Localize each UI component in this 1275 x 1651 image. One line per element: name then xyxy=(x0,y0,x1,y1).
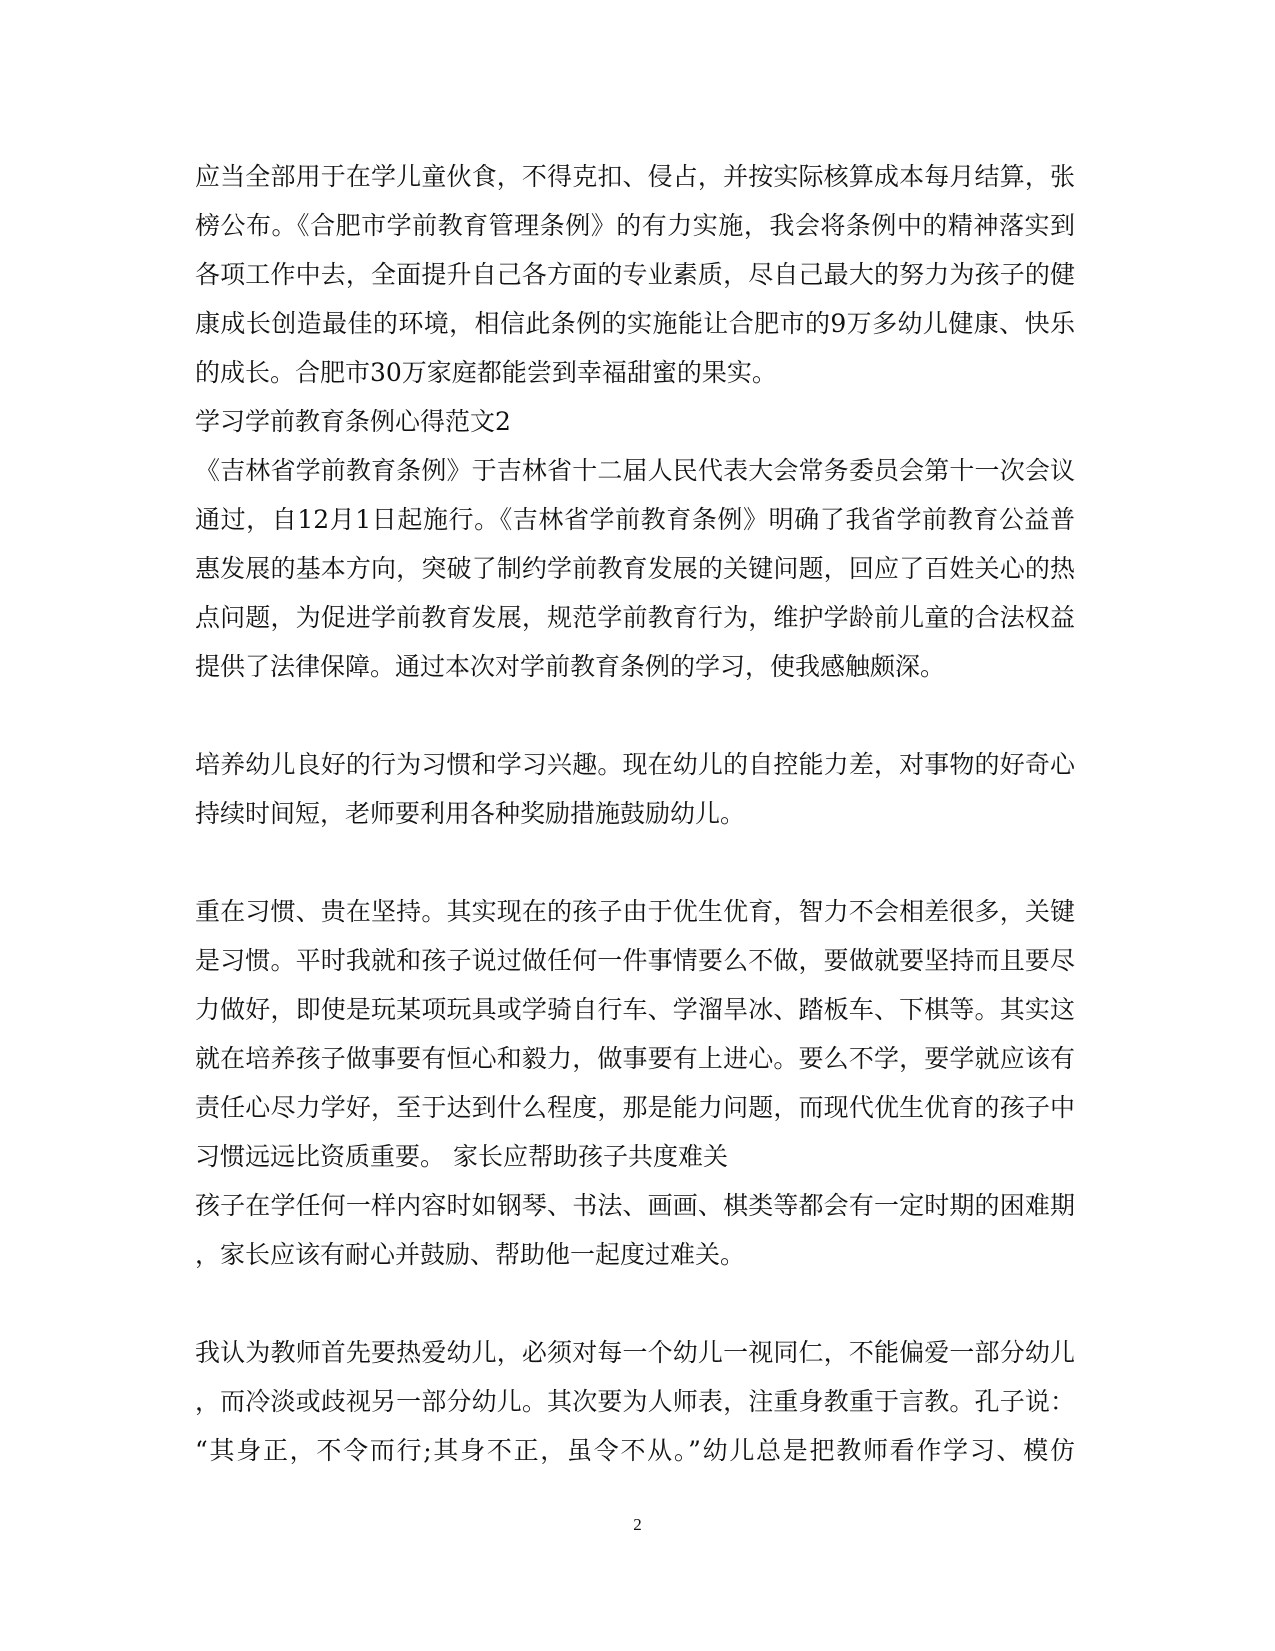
body-text xyxy=(195,152,1075,1475)
text-line: 就在培养孩子做事要有恒心和毅力，做事要有上进心。要么不学，要学就应该有 xyxy=(195,1044,1075,1073)
text-line: 孩子在学任何一样内容时如钢琴、书法、画画、棋类等都会有一定时期的困难期 xyxy=(195,1191,1075,1220)
text-line: 责任心尽力学好，至于达到什么程度，那是能力问题，而现代优生优育的孩子中 xyxy=(195,1093,1075,1122)
page-number: 2 xyxy=(633,1515,642,1534)
text-line: 通过，自12月1日起施行。《吉林省学前教育条例》明确了我省学前教育公益普 xyxy=(195,505,1075,534)
text-line: ，家长应该有耐心并鼓励、帮助他一起度过难关。 xyxy=(195,1240,746,1269)
text-line: “其身正，不令而行;其身不正，虽令不从。”幼儿总是把教师看作学习、模仿 xyxy=(195,1436,1075,1465)
text-line: 榜公布。《合肥市学前教育管理条例》的有力实施，我会将条例中的精神落实到 xyxy=(195,211,1075,240)
text-line: 培养幼儿良好的行为习惯和学习兴趣。现在幼儿的自控能力差，对事物的好奇心 xyxy=(195,750,1075,779)
text-line: 康成长创造最佳的环境，相信此条例的实施能让合肥市的9万多幼儿健康、快乐 xyxy=(195,309,1075,338)
text-line: 点问题，为促进学前教育发展，规范学前教育行为，维护学龄前儿童的合法权益 xyxy=(195,603,1075,632)
text-line: 惠发展的基本方向，突破了制约学前教育发展的关键问题，回应了百姓关心的热 xyxy=(195,554,1075,583)
paragraph-gap xyxy=(195,691,1075,740)
paragraph-gap xyxy=(195,838,1075,887)
text-line: 各项工作中去，全面提升自己各方面的专业素质，尽自己最大的努力为孩子的健 xyxy=(195,260,1075,289)
paragraph-gap xyxy=(195,1279,1075,1328)
text-line: 是习惯。平时我就和孩子说过做任何一件事情要么不做，要做就要坚持而且要尽 xyxy=(195,946,1075,975)
text-line: 重在习惯、贵在坚持。其实现在的孩子由于优生优育，智力不会相差很多，关键 xyxy=(195,897,1075,926)
text-line: 力做好，即使是玩某项玩具或学骑自行车、学溜旱冰、踏板车、下棋等。其实这 xyxy=(195,995,1075,1024)
text-line: 持续时间短，老师要利用各种奖励措施鼓励幼儿。 xyxy=(195,799,746,828)
section-heading: 学习学前教育条例心得范文2 xyxy=(195,407,511,436)
text-line: 习惯远远比资质重要。 家长应帮助孩子共度难关 xyxy=(195,1142,728,1171)
text-line: 提供了法律保障。通过本次对学前教育条例的学习，使我感触颇深。 xyxy=(195,652,946,681)
text-line: ，而冷淡或歧视另一部分幼儿。其次要为人师表，注重身教重于言教。孔子说： xyxy=(195,1387,1075,1416)
text-line: 的成长。合肥市30万家庭都能尝到幸福甜蜜的果实。 xyxy=(195,358,777,387)
text-line: 《吉林省学前教育条例》于吉林省十二届人民代表大会常务委员会第十一次会议 xyxy=(195,456,1075,485)
text-line: 应当全部用于在学儿童伙食，不得克扣、侵占，并按实际核算成本每月结算，张 xyxy=(195,162,1075,191)
text-line: 我认为教师首先要热爱幼儿，必须对每一个幼儿一视同仁，不能偏爱一部分幼儿 xyxy=(195,1338,1075,1367)
